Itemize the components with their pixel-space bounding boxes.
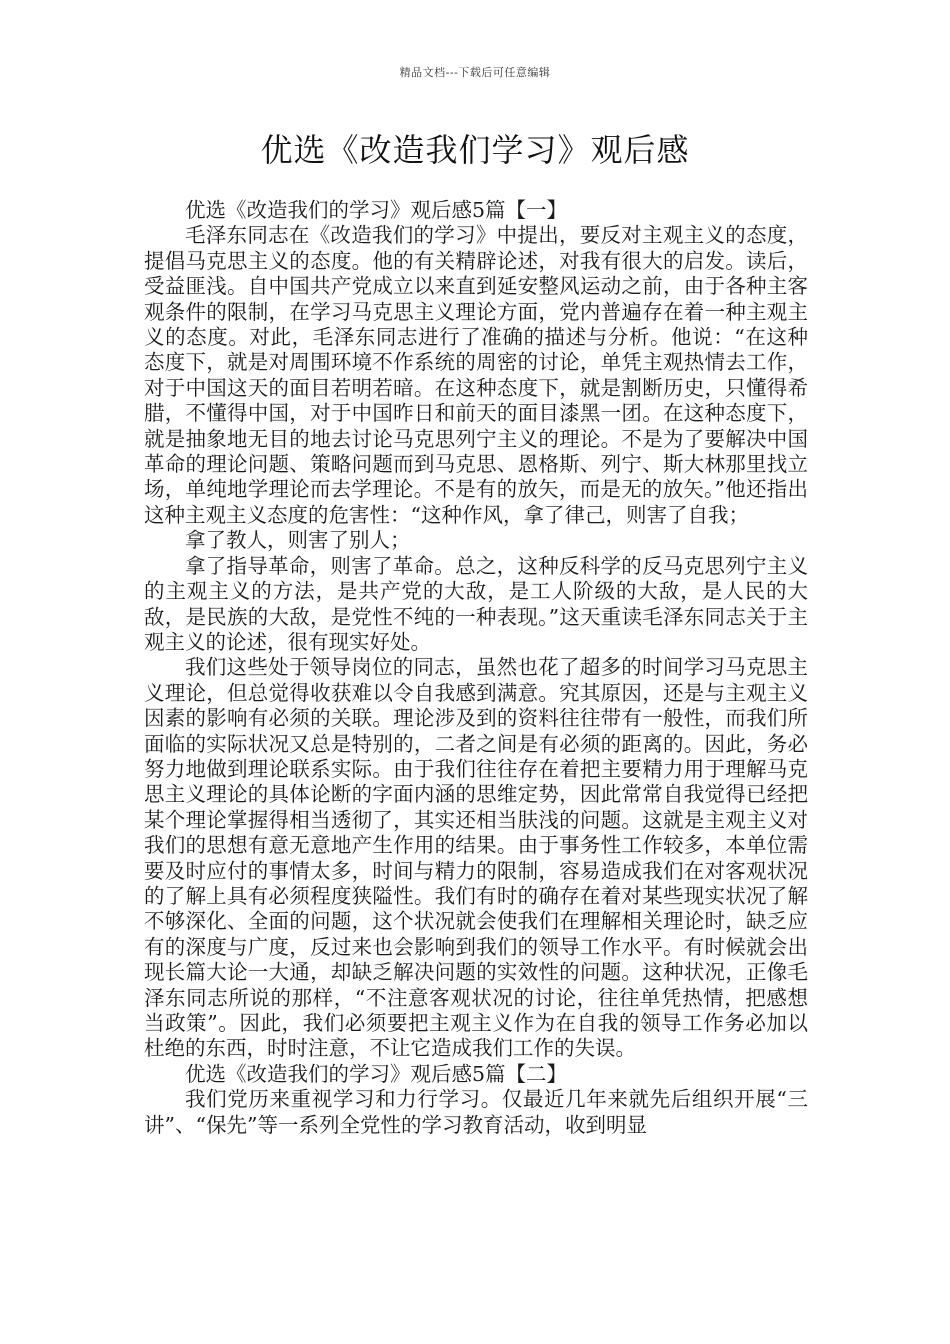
body-paragraph: 拿了指导革命，则害了革命。总之，这种反科学的反马克思列宁主义的主观主义的方法，是共产党的大敌，是工人阶级的大敌，是人民的大敌，是民族的大敌，是党性不纯的一种表现。”这天重读毛泽东同志关于主观主义的论述，很有现实好处。 [144,553,808,654]
body-paragraph: 我们党历来重视学习和力行学习。仅最近几年来就先后组织开展“三讲”、“保先”等一系列全党性的学习教育活动，收到明显 [144,1087,808,1137]
body-paragraph: 毛泽东同志在《改造我们的学习》中提出，要反对主观主义的态度，提倡马克思主义的态度。他的有关精辟论述，对我有很大的启发。读后，受益匪浅。自中国共产党成立以来直到延安整风运动之前，由于各种主客观条件的限制，在学习马克思主义理论方面，党内普遍存在着一种主观主义的态度。对此，毛泽东同志进行了准确的描述与分析。他说：“在这种态度下，就是对周围环境不作系统的周密的讨论，单凭主观热情去工作，对于中国这天的面目若明若暗。在这种态度下，就是割断历史，只懂得希腊，不懂得中国，对于中国昨日和前天的面目漆黑一团。在这种态度下，就是抽象地无目的地去讨论马克思列宁主义的理论。不是为了要解决中国革命的理论问题、策略问题而到马克思、恩格斯、列宁、斯大林那里找立场，单纯地学理论而去学理论。不是有的放矢，而是无的放矢。”他还指出这种主观主义态度的危害性：“这种作风，拿了律己，则害了自我； [144,223,808,527]
body-paragraph: 拿了教人，则害了别人； [185,528,411,553]
section-heading-2: 优选《改造我们的学习》观后感5篇【二】 [185,1061,568,1086]
document-body [144,198,808,1138]
document-title: 优选《改造我们学习》观后感 [260,131,690,169]
page-header: 精品文档---下载后可任意编辑 [399,66,551,79]
body-paragraph: 我们这些处于领导岗位的同志，虽然也花了超多的时间学习马克思主义理论，但总觉得收获难以令自我感到满意。究其原因，还是与主观主义因素的影响有必须的关联。理论涉及到的资料往往带有一般性，而我们所面临的实际状况又总是特别的，二者之间是有必须的距离的。因此，务必努力地做到理论联系实际。由于我们往往存在着把主要精力用于理解马克思主义理论的具体论断的字面内涵的思维定势，因此常常自我觉得已经把某个理论掌握得相当透彻了，其实还相当肤浅的问题。这就是主观主义对我们的思想有意无意地产生作用的结果。由于事务性工作较多，本单位需要及时应付的事情太多，时间与精力的限制，容易造成我们在对客观状况的了解上具有必须程度狭隘性。我们有时的确存在着对某些现实状况了解不够深化、全面的问题，这个状况就会使我们在理解相关理论时，缺乏应有的深度与广度，反过来也会影响到我们的领导工作水平。有时候就会出现长篇大论一大通，却缺乏解决问题的实效性的问题。这种状况，正像毛泽东同志所说的那样，“不注意客观状况的讨论，往往单凭热情，把感想当政策”。因此，我们必须要把主观主义作为在自我的领导工作务必加以杜绝的东西，时时注意，不让它造成我们工作的失误。 [144,655,808,1061]
section-heading-1: 优选《改造我们的学习》观后感5篇【一】 [185,198,568,222]
